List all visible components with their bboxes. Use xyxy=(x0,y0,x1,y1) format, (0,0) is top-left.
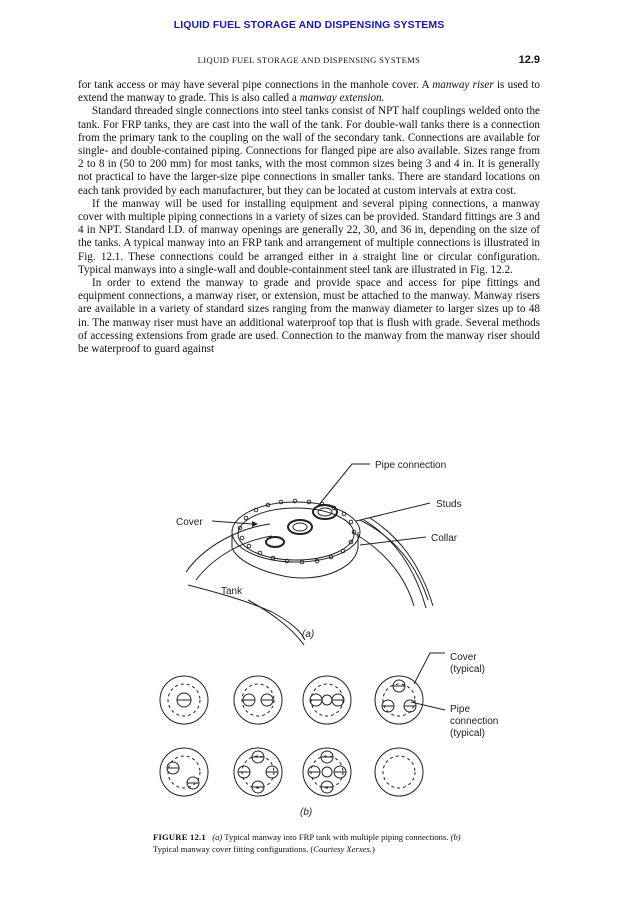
config-3 xyxy=(303,676,351,724)
manway-cover xyxy=(232,502,360,562)
label-cover-typical-2: (typical) xyxy=(450,664,486,675)
config-6 xyxy=(234,748,282,796)
page-number: 12.9 xyxy=(518,54,540,66)
term-manway-extension: manway extension. xyxy=(299,92,385,105)
label-pipe-typical-1: Pipe xyxy=(450,704,471,715)
label-cover-typical-1: Cover xyxy=(450,652,477,663)
leader-pipe-typical xyxy=(411,702,445,710)
caption-a-mark: (a) xyxy=(212,832,223,842)
caption-label: FIGURE 12.1 xyxy=(153,832,206,842)
label-pipe-typical-2: connection xyxy=(450,716,499,727)
config-4 xyxy=(375,676,423,724)
paragraph-4: In order to extend the manway to grade and provide space and access for pipe fittings and equipment connections, a manway riser, or extension, must be attached to the manway. Manway risers are available in a variety of standard sizes ranging from the manway diameter to larger sizes up to 48 in. The manway riser must have an additional waterproof top that is flush with grade. Several methods of accessing extensions from grade are used. Connection to the manway from the manway riser should be waterproof to guard against xyxy=(78,277,540,356)
page-header xyxy=(78,55,540,69)
tank-inner-curve-left xyxy=(196,536,272,580)
label-cover: Cover xyxy=(176,517,203,528)
cover-arrowhead xyxy=(252,521,258,527)
leader-cover xyxy=(212,521,252,524)
term-manway-riser: manway riser xyxy=(432,79,494,91)
studs xyxy=(238,499,356,564)
cover-configurations xyxy=(160,653,445,796)
pipe-connection-1 xyxy=(288,520,312,534)
config-2 xyxy=(234,676,282,724)
tank-outline xyxy=(186,520,428,600)
pipe-connection-2-inner xyxy=(318,508,332,516)
paragraph-3: If the manway will be used for installing equipment and several piping connections, a manway cover with multiple piping connections in a variety of sizes can be provided. Standard fittings are 3 and 4 in NPT. Standard I.D. of manway openings are generally 22, 30, and 36 in, depending on the size of the tanks. A typical manway into an FRP tank and arrangement of multiple connections is illustrated in Fig. 12.1. These connections could be arranged either in a straight line or circular configuration. Typical manways into a single-wall and double-containment steel tank are illustrated in Fig. 12.2. xyxy=(78,197,540,276)
page-header-title: LIQUID FUEL STORAGE AND DISPENSING SYSTEMS xyxy=(197,55,421,65)
config-8 xyxy=(375,748,423,796)
leader-studs xyxy=(356,503,430,521)
config-1 xyxy=(160,676,208,724)
manway-illustration xyxy=(186,464,433,645)
figure-caption xyxy=(153,832,483,855)
caption-close: ) xyxy=(371,843,375,854)
tank-lower-curve xyxy=(188,585,305,640)
caption-text-b: Typical manway cover fitting configurations. ( xyxy=(153,843,314,854)
config-7 xyxy=(303,748,351,796)
caption-b-mark: (b) xyxy=(450,832,461,842)
tank-inner-curve-right xyxy=(352,532,414,606)
leader-collar xyxy=(360,537,426,545)
label-pipe-connection: Pipe connection xyxy=(375,460,447,471)
subfigure-b-label: (b) xyxy=(300,807,313,818)
paragraph-1-part-b: is used to extend the manway to grade. This is also called a xyxy=(78,79,541,105)
label-studs: Studs xyxy=(436,499,462,510)
label-tank: Tank xyxy=(221,586,243,597)
collar-body xyxy=(232,532,358,578)
tank-lower-curve-2 xyxy=(248,600,304,645)
paragraph-1 xyxy=(78,79,540,105)
config-5 xyxy=(160,748,208,796)
leader-pipe-connection xyxy=(318,464,370,506)
paragraph-1-part-a: for tank access or may have several pipe connections in the manhole cover. A xyxy=(78,79,433,91)
caption-text-a: Typical manway into FRP tank with multiple piping connections. xyxy=(222,832,451,842)
pipe-connection-1-inner xyxy=(293,523,307,531)
leader-cover-typical xyxy=(414,653,445,684)
subfigure-a-label: (a) xyxy=(302,629,315,640)
body-text xyxy=(78,79,540,356)
label-collar: Collar xyxy=(431,533,458,544)
running-header: LIQUID FUEL STORAGE AND DISPENSING SYSTEMS xyxy=(173,19,445,31)
caption-courtesy: Courtesy Xerxes. xyxy=(313,843,372,854)
pipe-connection-2 xyxy=(313,505,337,519)
manway-cover-rim xyxy=(238,508,354,560)
paragraph-2: Standard threaded single connections into steel tanks consist of NPT half couplings welded onto the tank. For FRP tanks, they are cast into the wall of the tank. For double-wall tanks there is a connection from the primary tank to the coupling on the wall of the secondary tank. Connections are available for single- and double-contained piping. Connections for flanged pipe are also available. Sizes range from 2 to 8 in (50 to 200 mm) for most tanks, with the most common sizes being 3 and 4 in. It is generally not practical to have the larger-size pipe connections in smaller tanks. There are standard locations on each tank provided by each manufacturer, but they can be located at custom intervals at extra cost. xyxy=(78,105,540,197)
pipe-connection-3 xyxy=(266,537,284,547)
tank-right-stripes xyxy=(364,518,433,608)
label-pipe-typical-3: (typical) xyxy=(450,728,486,739)
